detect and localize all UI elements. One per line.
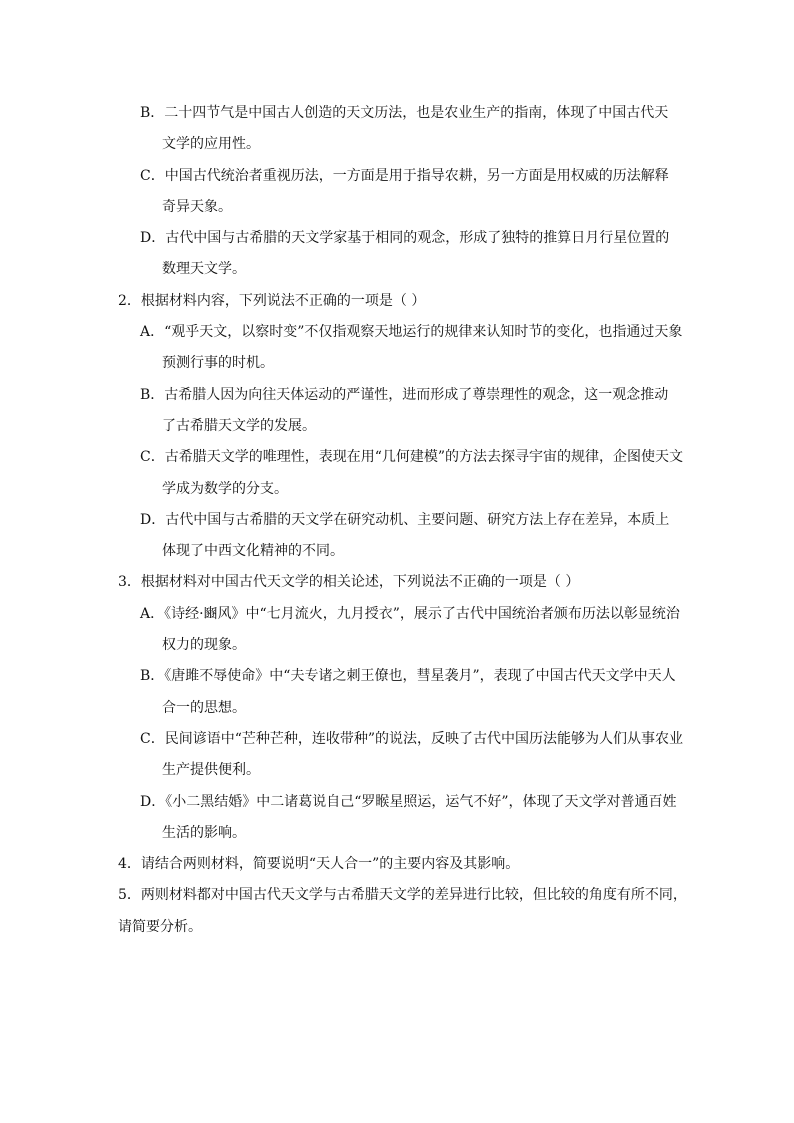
q1-option-b-line1: B．二十四节气是中国古人创造的天文历法，也是农业生产的指南，体现了中国古代天: [140, 105, 669, 121]
q3-option-b-line1: B．《唐雎不辱使命》中“夫专诸之刺王僚也，彗星袭月”，表现了中国古代天文学中天人: [140, 668, 676, 685]
question-4-stem: 4．请结合两则材料，简要说明“天人合一”的主要内容及其影响。: [118, 856, 520, 873]
q1-option-c: [118, 161, 698, 224]
q3-option-a: [118, 599, 698, 662]
question-3-stem: 3．根据材料对中国古代天文学的相关论述，下列说法不正确的一项是（ ）: [118, 574, 580, 591]
q1-option-d: [118, 223, 698, 286]
q2-option-b-line2: 了古希腊天文学的发展。: [162, 417, 316, 434]
q2-option-c-line2: 学成为数学的分支。: [162, 480, 288, 497]
q3-option-c-line2: 生产提供便利。: [162, 762, 260, 779]
q3-option-a-line1: A．《诗经·豳风》中“七月流火，九月授衣”，展示了古代中国统治者颁布历法以彰显统治: [140, 605, 680, 622]
q2-option-d-line1: D．古代中国与古希腊的天文学在研究动机、主要问题、研究方法上存在差异，本质上: [140, 511, 670, 528]
question-3: [118, 567, 698, 598]
question-2: [118, 286, 698, 317]
question-4: [118, 849, 698, 880]
question-2-stem: 2．根据材料内容，下列说法不正确的一项是（ ）: [118, 292, 426, 309]
q1-option-c-line2: 奇异天象。: [162, 198, 232, 215]
question-5: [118, 880, 698, 943]
q2-option-a: [118, 317, 698, 380]
q1-option-b: [118, 98, 698, 161]
q3-option-b: [118, 661, 698, 724]
q2-option-a-line1: A．“观乎天文，以察时变”不仅指观察天地运行的规律来认知时节的变化，也指通过天象: [140, 324, 683, 341]
q3-option-d: [118, 787, 698, 850]
q2-option-b: [118, 380, 698, 443]
q3-option-d-line2: 生活的影响。: [162, 824, 246, 841]
q3-option-d-line1: D．《小二黑结婚》中二诸葛说自己“罗睺星照运，运气不好”，体现了天文学对普通百姓: [140, 793, 677, 810]
question-5-line2: 请简要分析。: [118, 918, 202, 935]
q3-option-a-line2: 权力的现象。: [162, 637, 246, 654]
q2-option-d-line2: 体现了中西文化精神的不同。: [162, 543, 344, 560]
q3-option-b-line2: 合一的思想。: [162, 699, 246, 716]
q2-option-c-line1: C．古希腊天文学的唯理性，表现在用“几何建模”的方法去探寻宇宙的规律，企图使天文: [140, 449, 684, 466]
q2-option-a-line2: 预测行事的时机。: [162, 355, 274, 372]
q1-option-d-line2: 数理天文学。: [162, 261, 246, 278]
page-content: [118, 98, 698, 943]
q1-option-c-line1: C．中国古代统治者重视历法，一方面是用于指导农耕，另一方面是用权威的历法解释: [140, 167, 669, 184]
q3-option-c: [118, 724, 698, 787]
q2-option-d: [118, 505, 698, 568]
q2-option-c: [118, 442, 698, 505]
q2-option-b-line1: B．古希腊人因为向往天体运动的严谨性，进而形成了尊崇理性的观念，这一观念推动: [140, 386, 669, 403]
q1-option-d-line1: D．古代中国与古希腊的天文学家基于相同的观念，形成了独特的推算日月行星位置的: [140, 230, 670, 247]
q1-option-b-line2: 文学的应用性。: [162, 136, 260, 153]
q3-option-c-line1: C．民间谚语中“芒种芒种，连收带种”的说法，反映了古代中国历法能够为人们从事农业: [140, 730, 684, 747]
question-5-line1: 5．两则材料都对中国古代天文学与古希腊天文学的差异进行比较，但比较的角度有所不同，: [118, 887, 687, 904]
